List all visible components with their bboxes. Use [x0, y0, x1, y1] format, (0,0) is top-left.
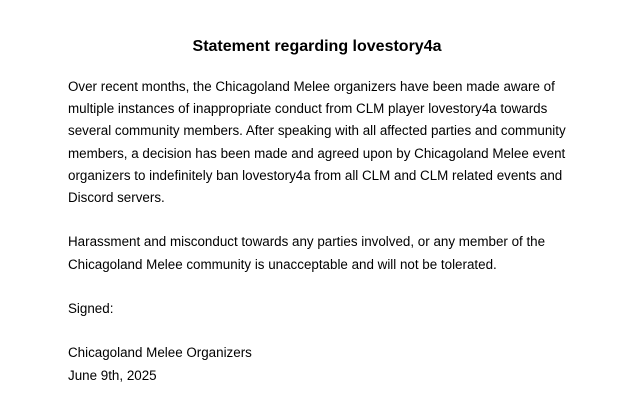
signature-date: June 9th, 2025: [68, 367, 157, 383]
document-title: Statement regarding lovestory4a: [192, 38, 442, 55]
statement-paragraph: [68, 76, 634, 209]
paragraph-line: Harassment and misconduct towards any parties involved, or any member of the: [68, 234, 546, 250]
paragraph-line: multiple instances of inappropriate conduct from CLM player lovestory4a towards: [68, 101, 548, 117]
paragraph-line: Chicagoland Melee community is unacceptable and will not be tolerated.: [68, 256, 497, 272]
paragraph-line: several community members. After speaking with all affected parties and community: [68, 123, 566, 139]
paragraph-line: Over recent months, the Chicagoland Melee organizers have been made aware of: [68, 79, 555, 94]
paragraph-line: organizers to indefinitely ban lovestory4a from all CLM and CLM related events and: [68, 167, 563, 183]
paragraph-spacer: [68, 320, 634, 342]
signature-block: [68, 342, 634, 386]
signed-label: [68, 298, 634, 320]
paragraph-spacer: [68, 209, 634, 231]
harassment-paragraph: [68, 231, 634, 275]
paragraph-spacer: [68, 276, 634, 298]
paragraph-line: Discord servers.: [68, 190, 165, 206]
signed-text: Signed:: [68, 301, 114, 316]
signature-name: Chicagoland Melee Organizers: [68, 345, 252, 361]
paragraph-line: members, a decision has been made and agreed upon by Chicagoland Melee event: [68, 145, 566, 161]
